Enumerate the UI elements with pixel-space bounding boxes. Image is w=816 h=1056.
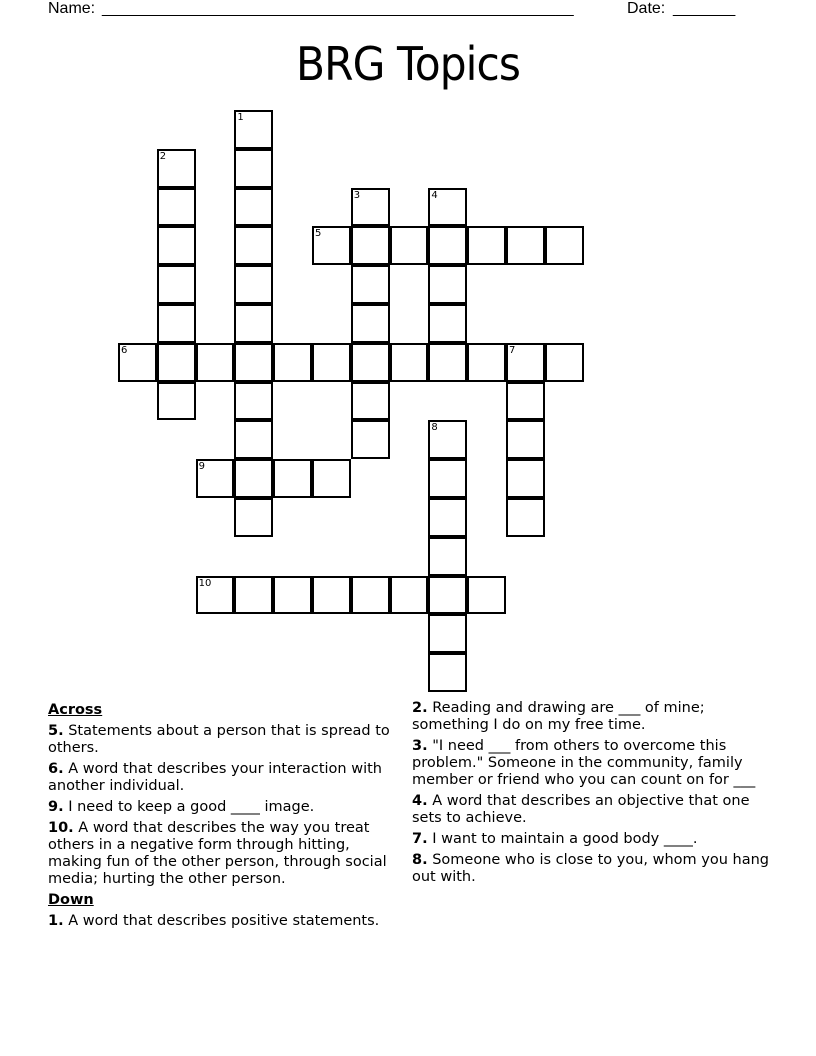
grid-cell[interactable] <box>428 537 467 576</box>
clue-across-6 <box>48 761 400 795</box>
grid-cell[interactable] <box>428 188 467 227</box>
clue-text: A word that describes the way you treat others in a negative form through hitting, making fun of the other person, through social media; hurting the other person. <box>48 820 387 887</box>
clues-left-column <box>48 700 400 934</box>
clue-down-2 <box>412 700 772 734</box>
clue-number: 10. <box>48 820 74 836</box>
grid-cell[interactable] <box>428 653 467 692</box>
grid-cell[interactable] <box>428 420 467 459</box>
grid-cell[interactable] <box>545 226 584 265</box>
across-heading: Across <box>48 702 103 718</box>
grid-cell[interactable] <box>428 226 467 265</box>
clue-number: 6. <box>48 761 64 777</box>
grid-cell[interactable] <box>351 343 390 382</box>
grid-cell[interactable] <box>428 576 467 615</box>
grid-cell[interactable] <box>196 343 235 382</box>
grid-cell[interactable] <box>234 420 273 459</box>
grid-cell[interactable] <box>157 149 196 188</box>
grid-cell[interactable] <box>157 265 196 304</box>
clue-text: A word that describes your interaction with another individual. <box>48 761 382 794</box>
grid-cell[interactable] <box>506 459 545 498</box>
grid-cell[interactable] <box>545 343 584 382</box>
clue-down-4 <box>412 793 772 827</box>
grid-cell[interactable] <box>234 304 273 343</box>
clue-number-label: 2 <box>159 150 167 162</box>
down-heading: Down <box>48 892 94 908</box>
grid-cell[interactable] <box>312 343 351 382</box>
grid-cell[interactable] <box>312 576 351 615</box>
grid-cell[interactable] <box>234 226 273 265</box>
page-title: BRG Topics <box>296 37 520 91</box>
clue-text: "I need ___ from others to overcome this problem." Someone in the community, family member or friend who you can count on for ___ <box>412 738 756 788</box>
grid-cell[interactable] <box>390 343 429 382</box>
clue-text: I want to maintain a good body ____. <box>427 831 698 847</box>
grid-cell[interactable] <box>118 343 157 382</box>
grid-cell[interactable] <box>428 343 467 382</box>
grid-cell[interactable] <box>234 343 273 382</box>
clue-text: Reading and drawing are ___ of mine; something I do on my free time. <box>412 700 705 733</box>
name-label: Name: <box>48 0 96 17</box>
clue-number: 8. <box>412 852 428 868</box>
grid-cell[interactable] <box>390 576 429 615</box>
clue-text: Statements about a person that is spread to others. <box>48 723 390 756</box>
grid-cell[interactable] <box>351 382 390 421</box>
grid-cell[interactable] <box>312 459 351 498</box>
clue-across-9 <box>48 799 400 816</box>
grid-cell[interactable] <box>351 420 390 459</box>
grid-cell[interactable] <box>506 420 545 459</box>
grid-cell[interactable] <box>157 382 196 421</box>
grid-cell[interactable] <box>312 226 351 265</box>
grid-cell[interactable] <box>467 226 506 265</box>
clue-down-1 <box>48 913 400 930</box>
grid-cell[interactable] <box>506 498 545 537</box>
clue-text: I need to keep a good ____ image. <box>63 799 315 815</box>
clue-text: A word that describes an objective that one sets to achieve. <box>412 793 750 826</box>
grid-cell[interactable] <box>234 188 273 227</box>
clue-text: Someone who is close to you, whom you hang out with. <box>412 852 770 885</box>
clue-number: 4. <box>412 793 428 809</box>
name-field[interactable]: _____________________________________________________ <box>102 0 574 17</box>
clue-number-label: 1 <box>237 112 244 123</box>
grid-cell[interactable] <box>467 343 506 382</box>
clue-number: 5. <box>48 723 64 739</box>
grid-cell[interactable] <box>157 188 196 227</box>
grid-cell[interactable] <box>506 226 545 265</box>
clue-text: A word that describes positive statements. <box>63 913 380 929</box>
grid-cell[interactable] <box>428 304 467 343</box>
grid-cell[interactable] <box>234 382 273 421</box>
grid-cell[interactable] <box>234 265 273 304</box>
grid-cell[interactable] <box>273 576 312 615</box>
clue-number-label: 4 <box>431 189 438 201</box>
clues-right-column <box>412 700 772 890</box>
grid-cell[interactable] <box>428 614 467 653</box>
clue-down-3 <box>412 738 772 789</box>
grid-cell[interactable] <box>273 343 312 382</box>
grid-cell[interactable] <box>351 188 390 227</box>
clue-across-10 <box>48 820 400 888</box>
grid-cell[interactable] <box>234 576 273 615</box>
clue-number: 7. <box>412 831 428 847</box>
grid-cell[interactable] <box>234 110 273 149</box>
clue-number-label: 5 <box>315 228 322 240</box>
grid-cell[interactable] <box>157 226 196 265</box>
grid-cell[interactable] <box>196 576 235 615</box>
grid-cell[interactable] <box>428 498 467 537</box>
grid-cell[interactable] <box>467 576 506 615</box>
clue-number: 3. <box>412 738 428 754</box>
grid-cell[interactable] <box>428 265 467 304</box>
clue-number-label: 3 <box>353 189 361 201</box>
date-field[interactable]: _______ <box>673 0 736 17</box>
grid-cell[interactable] <box>234 149 273 188</box>
clue-across-5 <box>48 723 400 757</box>
clue-number-label: 9 <box>198 461 205 473</box>
grid-cell[interactable] <box>506 382 545 421</box>
clue-number-label: 6 <box>121 344 128 356</box>
grid-cell[interactable] <box>196 459 235 498</box>
clue-number-label: 8 <box>431 422 438 434</box>
grid-cell[interactable] <box>157 343 196 382</box>
grid-cell[interactable] <box>351 265 390 304</box>
grid-cell[interactable] <box>506 343 545 382</box>
grid-cell[interactable] <box>234 459 273 498</box>
clue-number: 9. <box>48 799 64 815</box>
clue-number: 1. <box>48 913 64 929</box>
clue-number-label: 10 <box>198 577 212 589</box>
grid-cell[interactable] <box>351 576 390 615</box>
date-label: Date: <box>627 0 666 17</box>
clue-number-label: 7 <box>509 344 516 356</box>
clue-down-8 <box>412 852 772 886</box>
grid-cell[interactable] <box>351 304 390 343</box>
grid-cell[interactable] <box>273 459 312 498</box>
grid-cell[interactable] <box>157 304 196 343</box>
grid-cell[interactable] <box>428 459 467 498</box>
grid-cell[interactable] <box>351 226 390 265</box>
clue-down-7 <box>412 831 772 848</box>
clue-number: 2. <box>412 700 428 716</box>
grid-cell[interactable] <box>390 226 429 265</box>
grid-cell[interactable] <box>234 498 273 537</box>
